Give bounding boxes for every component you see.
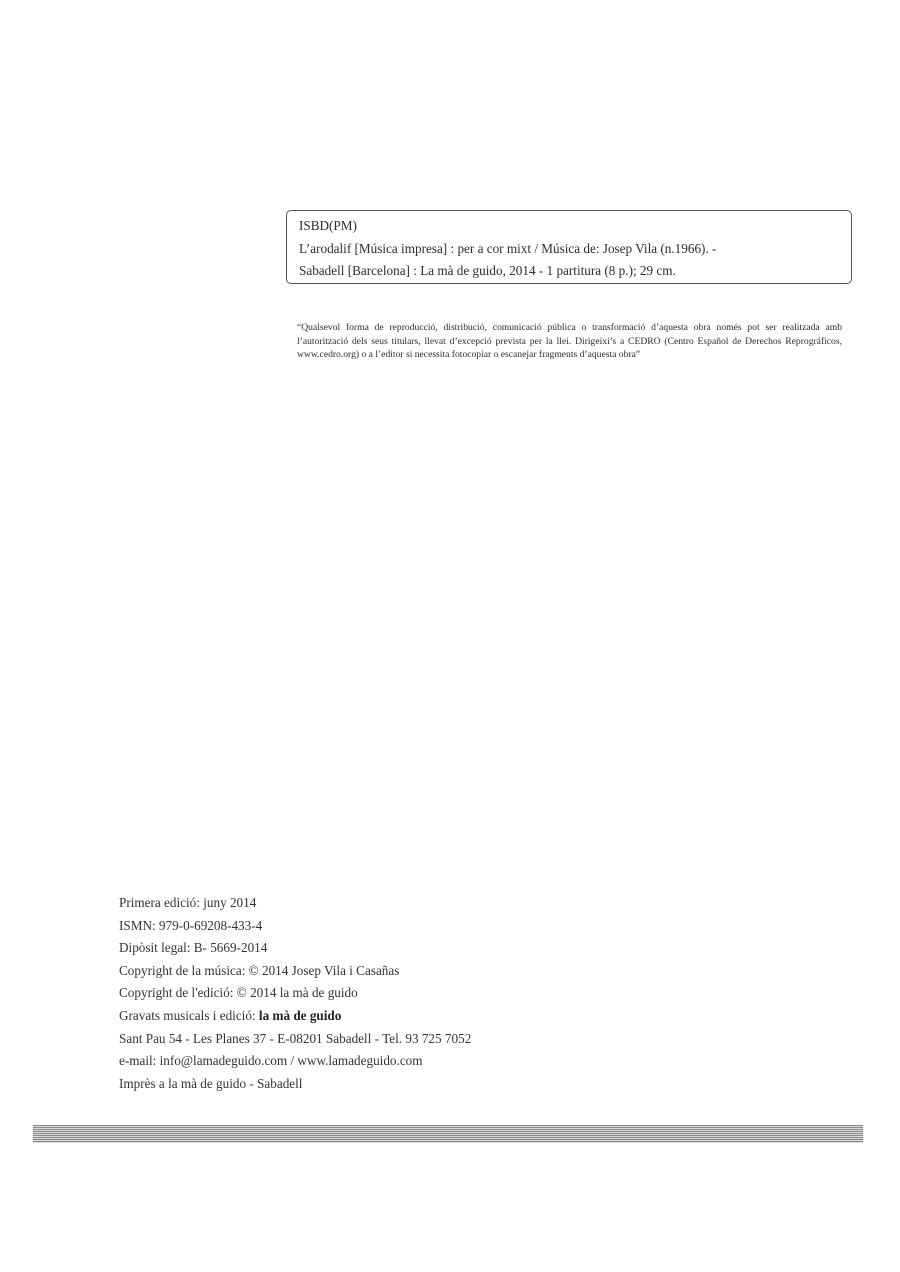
isbd-record-box xyxy=(286,210,852,284)
address-line: Sant Pau 54 - Les Planes 37 - E-08201 Sabadell - Tel. 93 725 7052 xyxy=(119,1030,472,1046)
edition-copyright-line: Copyright de l'edició: © 2014 la mà de guido xyxy=(119,985,358,1001)
colophon xyxy=(119,892,471,1095)
isbd-heading: ISBD(PM) xyxy=(299,218,357,233)
printed-line: Imprès a la mà de guido - Sabadell xyxy=(119,1075,303,1091)
isbd-title-line: L’arodalif [Música impresa] : per a cor mixt / Música de: Josep Vila (n.1966). - xyxy=(299,240,717,256)
isbd-publication-line: Sabadell [Barcelona] : La mà de guido, 2014 - 1 partitura (8 p.); 29 cm. xyxy=(299,263,676,278)
engraving-prefix: Gravats musicals i edició: xyxy=(119,1007,259,1023)
publisher-name: la mà de guido xyxy=(258,1007,342,1023)
engraving-line xyxy=(119,1005,471,1028)
ismn-line: ISMN: 979-0-69208-433-4 xyxy=(119,917,263,933)
rights-notice: “Qualsevol forma de reproducció, distribució, comunicació pública o transformació d’aquesta obra només pot ser realitzada amb l’autorització dels seus titulars, llevat d’excepció prevista per la llei. Dirigeixi’s a CEDRO (Centro Español de Derechos Reprográficos, www.cedro.org) o a l’editor si necessita fotocopiar o escanejar fragments d’aquesta obra” xyxy=(297,322,842,361)
contact-line: e-mail: info@lamadeguido.com / www.lamadeguido.com xyxy=(119,1053,423,1069)
legal-deposit-line: Dipòsit legal: B- 5669-2014 xyxy=(119,940,268,956)
music-copyright-line: Copyright de la música: © 2014 Josep Vila i Casañas xyxy=(119,962,400,978)
footer-rule xyxy=(33,1125,863,1143)
edition-line: Primera edició: juny 2014 xyxy=(119,895,257,910)
